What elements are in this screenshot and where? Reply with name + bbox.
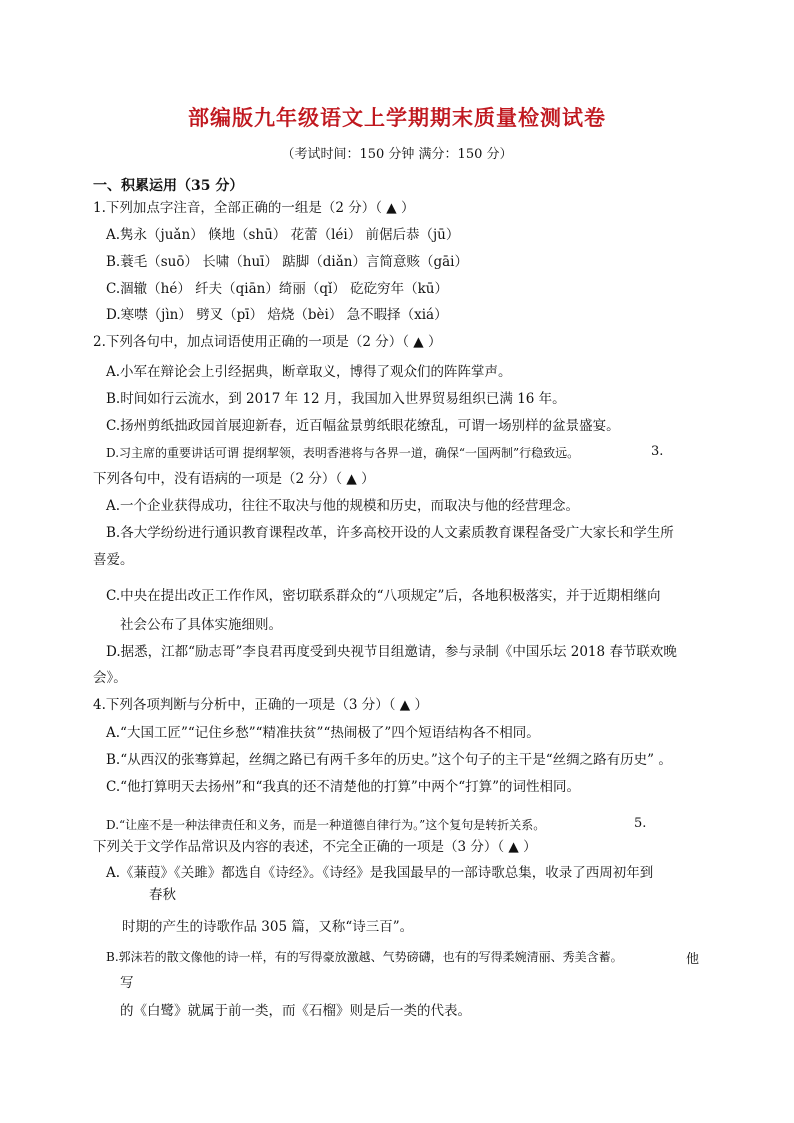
question-3-stem: 下列各句中，没有语病的一项是（2 分）（ ▲ ） [93, 471, 375, 487]
question-2-option-d: D.习主席的重要讲话可谓 提纲挈领，表明香港将与各界一道，确保“一国两制”行稳致远。 [106, 446, 580, 460]
exam-subtitle: （考试时间：150 分钟 满分：150 分） [281, 147, 513, 162]
question-1-option-a: A.隽永（juǎn） 倏地（shū） 花蕾（léi） 前倨后恭（jū） [106, 227, 460, 243]
question-3-option-d-line2: 会》。 [93, 670, 127, 686]
question-3-option-a: A.一个企业获得成功，往往不取决与他的规模和历史，而取决与他的经营理念。 [106, 498, 580, 514]
question-3-option-c-line2: 社会公布了具体实施细则。 [120, 617, 282, 633]
question-5-option-a-line2: 春秋 [149, 887, 176, 903]
question-5-option-b-line2: 写 [120, 975, 134, 991]
question-1-stem: 1.下列加点字注音，全部正确的一组是（2 分）（ ▲ ） [93, 200, 415, 216]
question-3-number: 3. [651, 444, 664, 459]
question-1-option-c: C.涸辙（hé） 纤夫（qiān）绮丽（qǐ） 矻矻穷年（kū） [106, 281, 448, 297]
question-3-option-c-line1: C.中央在提出改正工作作风，密切联系群众的“八项规定”后，各地积极落实，并于近期相继向 [106, 588, 661, 604]
question-1-option-b: B.蓑毛（suō） 长啸（huī） 踮脚（diǎn）言简意赅（gāi） [106, 254, 468, 270]
question-4-option-c: C.“他打算明天去扬州”和“我真的还不清楚他的打算”中两个“打算”的词性相同。 [106, 779, 581, 795]
question-5-option-a-line1: A.《蒹葭》《关雎》都选自《诗经》。《诗经》是我国最早的一部诗歌总集，收录了西周初年到 [106, 865, 654, 881]
exam-title: 部编版九年级语文上学期期末质量检测试卷 [188, 105, 606, 130]
question-5-option-a-line3: 时期的产生的诗歌作品 305 篇，又称“诗三百”。 [122, 919, 414, 935]
question-5-option-b-tail: 他 [686, 952, 700, 967]
question-3-option-d-line1: D.据悉，江都“励志哥”李良君再度受到央视节目组邀请，参与录制《中国乐坛 2018 春节联欢晚 [106, 644, 677, 660]
question-2-stem: 2.下列各句中，加点词语使用正确的一项是（2 分）（ ▲ ） [93, 334, 442, 350]
question-2-option-b: B.时间如行云流水，到 2017 年 12 月，我国加入世界贸易组织已满 16 年。 [106, 391, 566, 407]
section-heading: 一、积累运用（35 分） [93, 178, 244, 194]
question-4-option-b: B.“从西汉的张骞算起，丝绸之路已有两千多年的历史。”这个句子的主干是“丝绸之路有历史” 。 [106, 752, 672, 768]
question-2-option-a: A.小军在辩论会上引经据典，断章取义，博得了观众们的阵阵掌声。 [106, 364, 512, 380]
question-3-option-b-line1: B.各大学纷纷进行通识教育课程改革，许多高校开设的人文素质教育课程备受广大家长和学生所 [106, 525, 674, 541]
question-5-option-b-line1: B.郭沫若的散文像他的诗一样，有的写得豪放激越、气势磅礴，也有的写得柔婉清丽、秀美含蓄。 [106, 950, 623, 964]
question-5-stem: 下列关于文学作品常识及内容的表述，不完全正确的一项是（3 分）（ ▲ ） [93, 839, 537, 855]
question-1-option-d: D.寒噤（jìn） 劈叉（pī） 焙烧（bèi） 急不暇择（xiá） [106, 307, 448, 323]
question-2-option-c: C.扬州剪纸拙政园首展迎新春，近百幅盆景剪纸眼花缭乱，可谓一场别样的盆景盛宴。 [106, 418, 620, 434]
question-5-option-b-line3: 的《白鹭》就属于前一类，而《石榴》则是后一类的代表。 [120, 1003, 471, 1019]
question-4-option-d: D.“让座不是一种法律责任和义务，而是一种道德自律行为。”这个复句是转折关系。 [106, 818, 546, 832]
question-3-option-b-line2: 喜爱。 [93, 552, 134, 568]
question-4-stem: 4.下列各项判断与分析中，正确的一项是（3 分）（ ▲ ） [93, 697, 428, 713]
question-4-option-a: A.“大国工匠”“记住乡愁”“精准扶贫”“热闹极了”四个短语结构各不相同。 [106, 725, 540, 741]
question-5-number: 5. [634, 816, 647, 831]
